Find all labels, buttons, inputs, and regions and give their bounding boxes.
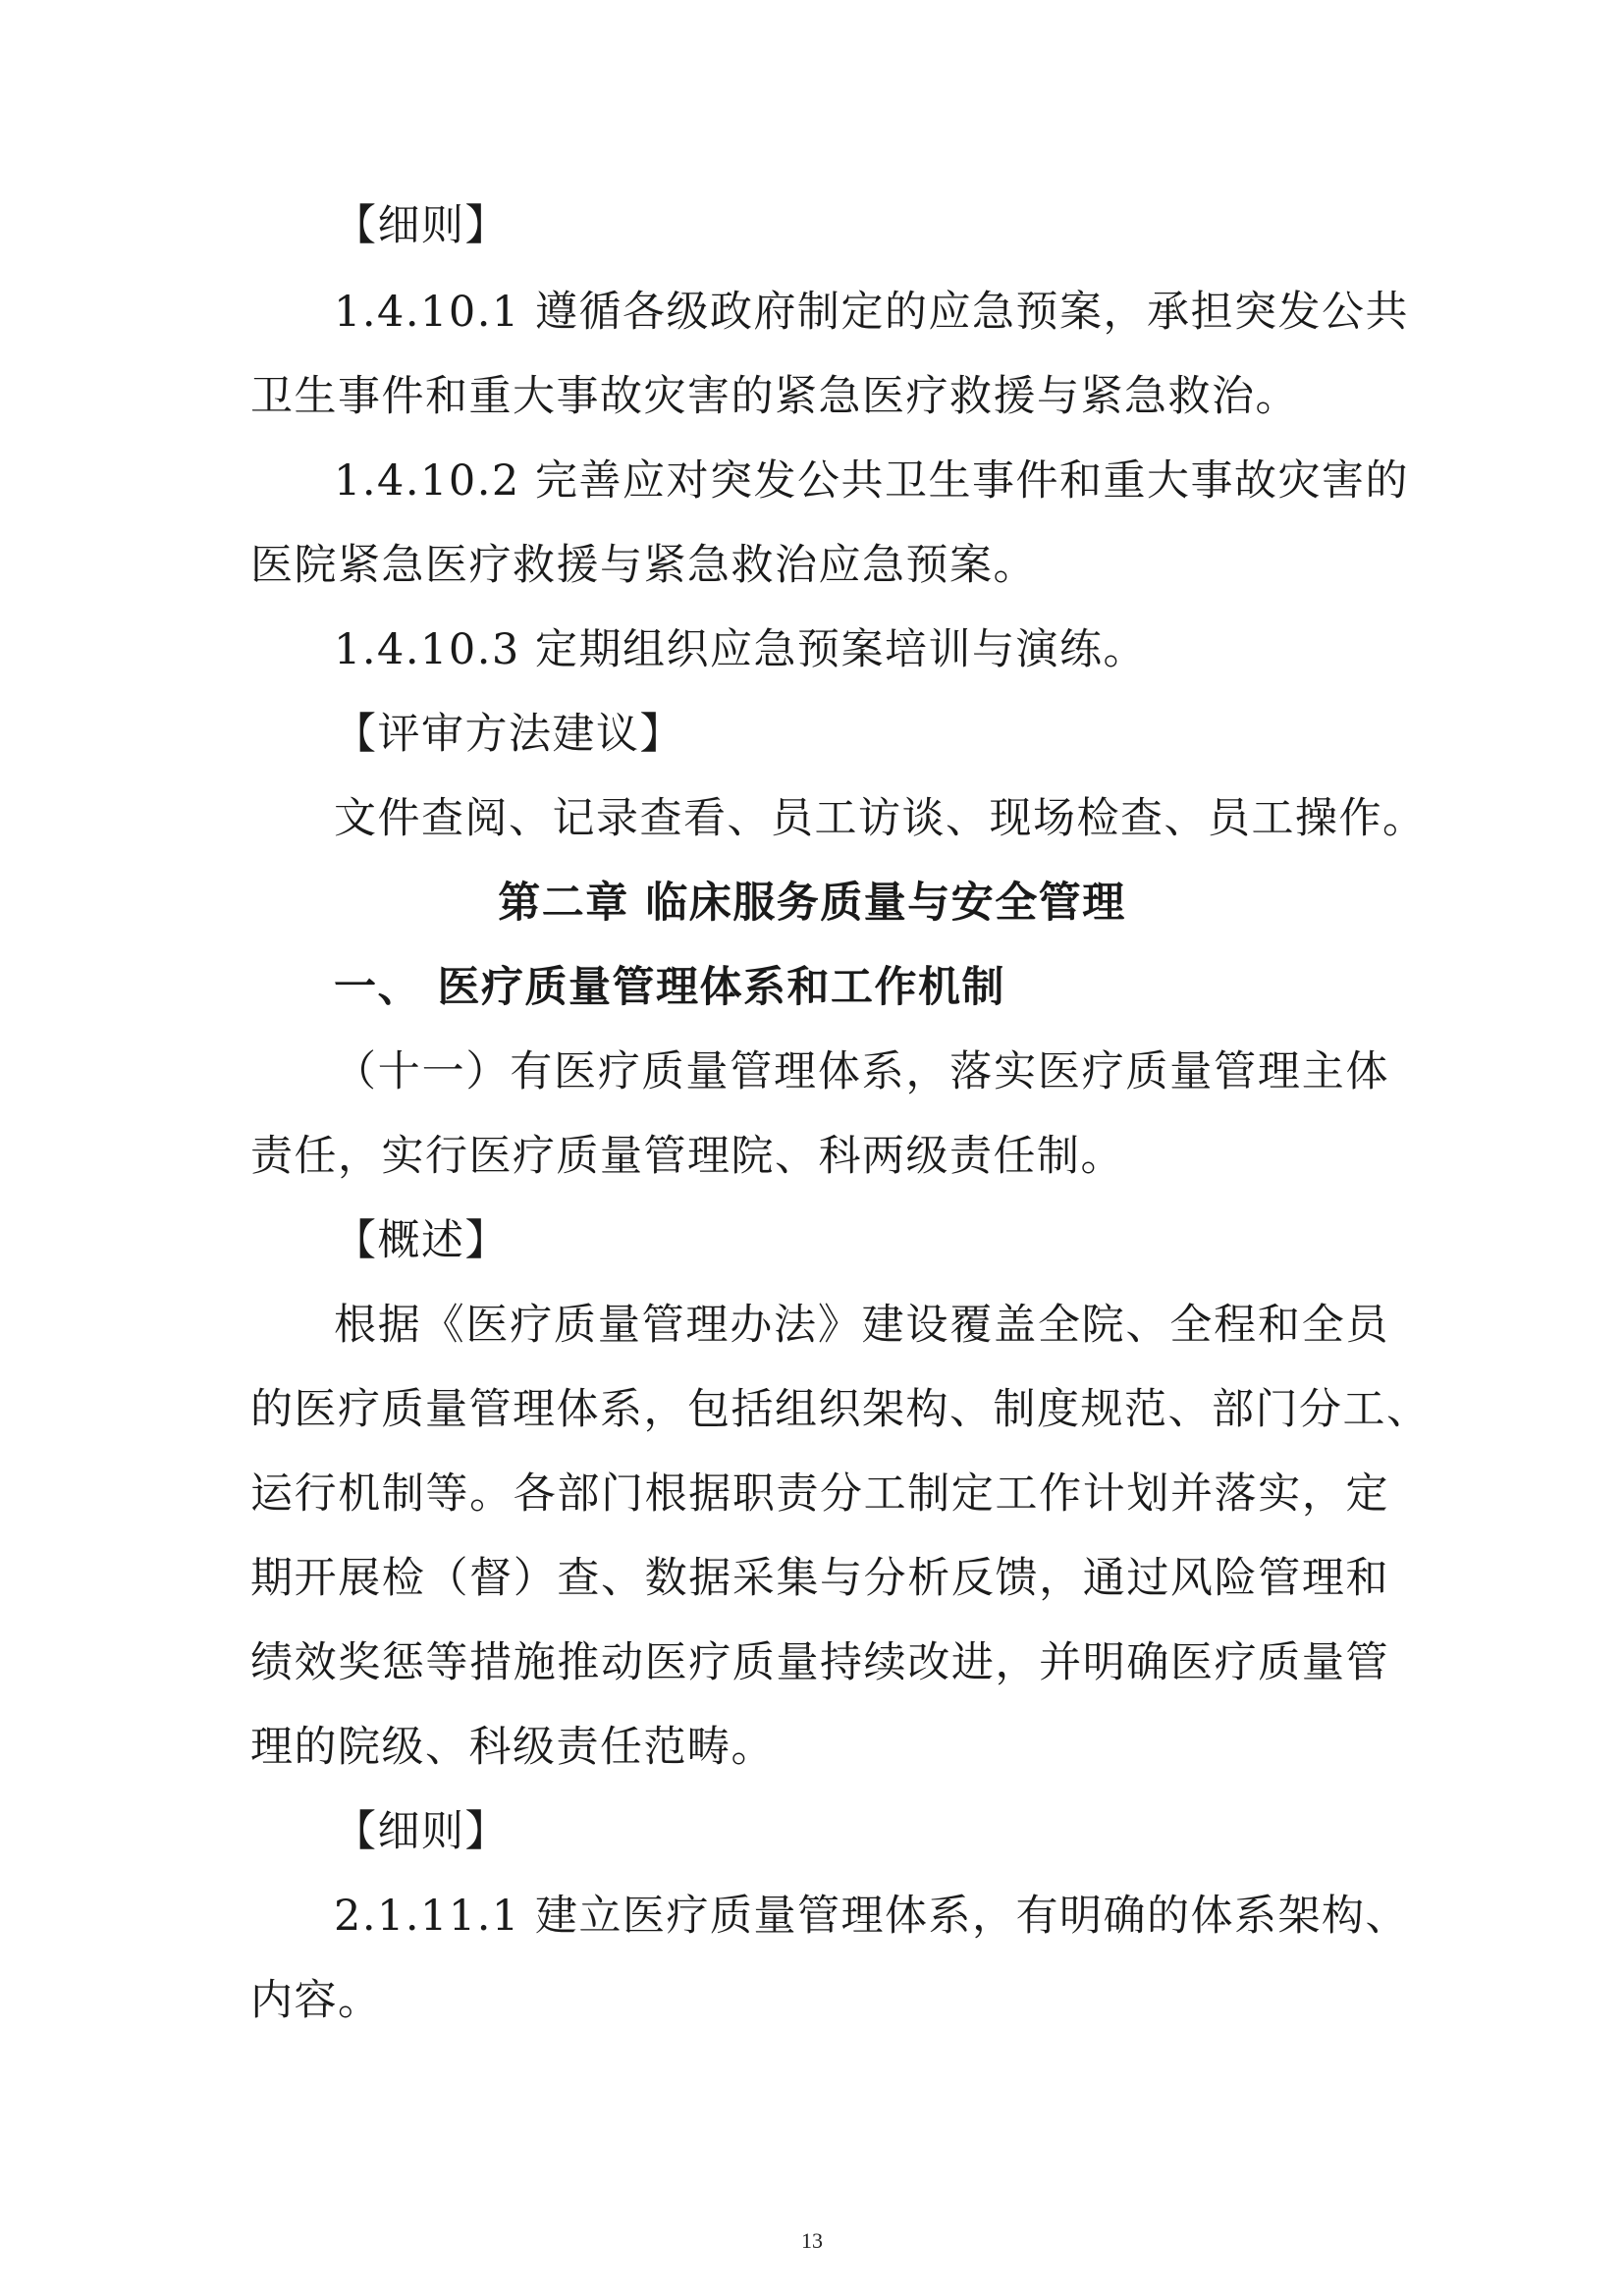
paragraph-line: 1.4.10.1 遵循各级政府制定的应急预案，承担突发公共: [334, 288, 1409, 337]
page-number: 13: [801, 2228, 823, 2253]
detail-label: 【细则】: [334, 1807, 509, 1856]
paragraph-line: 1.4.10.3 定期组织应急预案培训与演练。: [334, 625, 1147, 674]
paragraph-line: 医院紧急医疗救援与紧急救治应急预案。: [250, 541, 1037, 590]
review-method-label: 【评审方法建议】: [334, 710, 683, 759]
detail-label: 【细则】: [334, 201, 509, 250]
section-title: 一、 医疗质量管理体系和工作机制: [334, 963, 1005, 1012]
paragraph-line: 根据《医疗质量管理办法》建设覆盖全院、全程和全员: [334, 1301, 1389, 1350]
paragraph-line: 2.1.11.1 建立医疗质量管理体系，有明确的体系架构、: [334, 1892, 1409, 1941]
chapter-title: 第二章 临床服务质量与安全管理: [498, 879, 1126, 928]
paragraph-line: 文件查阅、记录查看、员工访谈、现场检查、员工操作。: [334, 794, 1427, 843]
paragraph-line: 卫生事件和重大事故灾害的紧急医疗救援与紧急救治。: [250, 372, 1299, 421]
paragraph-line: 的医疗质量管理体系，包括组织架构、制度规范、部门分工、: [250, 1385, 1431, 1434]
paragraph-line: 期开展检（督）查、数据采集与分析反馈，通过风险管理和: [250, 1554, 1389, 1603]
paragraph-line: 运行机制等。各部门根据职责分工制定工作计划并落实，定: [250, 1469, 1389, 1519]
paragraph-line: 责任，实行医疗质量管理院、科两级责任制。: [250, 1132, 1124, 1181]
paragraph-line: 1.4.10.2 完善应对突发公共卫生事件和重大事故灾害的: [334, 456, 1409, 506]
paragraph-line: 理的院级、科级责任范畴。: [250, 1723, 775, 1772]
overview-label: 【概述】: [334, 1216, 509, 1265]
paragraph-line: （十一）有医疗质量管理体系，落实医疗质量管理主体: [334, 1047, 1389, 1096]
paragraph-line: 绩效奖惩等措施推动医疗质量持续改进，并明确医疗质量管: [250, 1638, 1389, 1687]
paragraph-line: 内容。: [250, 1976, 382, 2025]
